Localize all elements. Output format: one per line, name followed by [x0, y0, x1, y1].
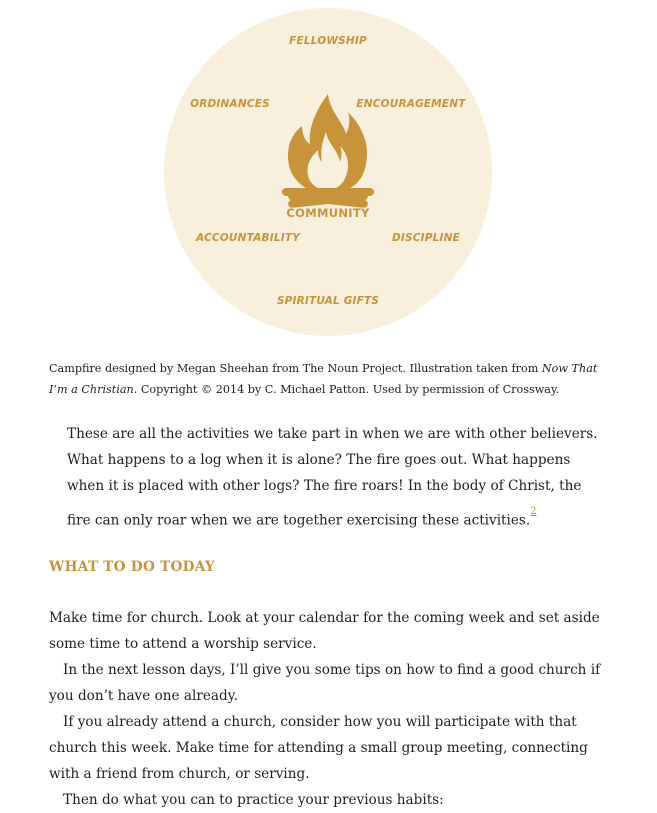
caption-book-title: Now That I’m a Christian [49, 362, 598, 396]
community-illustration [164, 8, 492, 336]
label-discipline: DISCIPLINE [391, 232, 461, 244]
label-ordinances: ORDINANCES [190, 98, 270, 110]
block-quote [67, 421, 607, 533]
caption-text: Campfire designed by Megan Sheehan from The Noun Project. Illustration taken from [49, 362, 542, 375]
paragraph: In the next lesson days, I’ll give you some tips on how to find a good church if you don’t have one already. [49, 662, 601, 704]
figure-caption [49, 358, 609, 400]
paragraph: Then do what you can to practice your previous habits: [63, 792, 444, 808]
label-encouragement: ENCOURAGEMENT [356, 98, 466, 110]
footnote-link[interactable]: 2 [530, 506, 537, 517]
label-accountability: ACCOUNTABILITY [195, 232, 301, 244]
label-community: COMMUNITY [286, 206, 370, 220]
paragraph: Make time for church. Look at your calendar for the coming week and set aside some time to attend a worship service. [49, 610, 600, 652]
paragraph: If you already attend a church, consider how you will participate with that church this week. Make time for attending a small group meeting, connecting with a friend from church, or serving. [49, 714, 588, 782]
label-spiritual-gifts: SPIRITUAL GIFTS [276, 295, 380, 307]
section-heading: WHAT TO DO TODAY [49, 559, 215, 575]
section-body [49, 605, 614, 813]
label-fellowship: FELLOWSHIP [289, 35, 367, 47]
quote-text: These are all the activities we take part in when we are with other believers. What happens to a log when it is alone? The fire goes out. What happens when it is placed with other logs? The fire roars! In the body of Christ, the fire can only roar when we are together exercising these activities. [67, 426, 598, 529]
campfire-icon [280, 92, 376, 208]
caption-credit: . Copyright © 2014 by C. Michael Patton. Used by permission of Crossway. [133, 383, 560, 396]
